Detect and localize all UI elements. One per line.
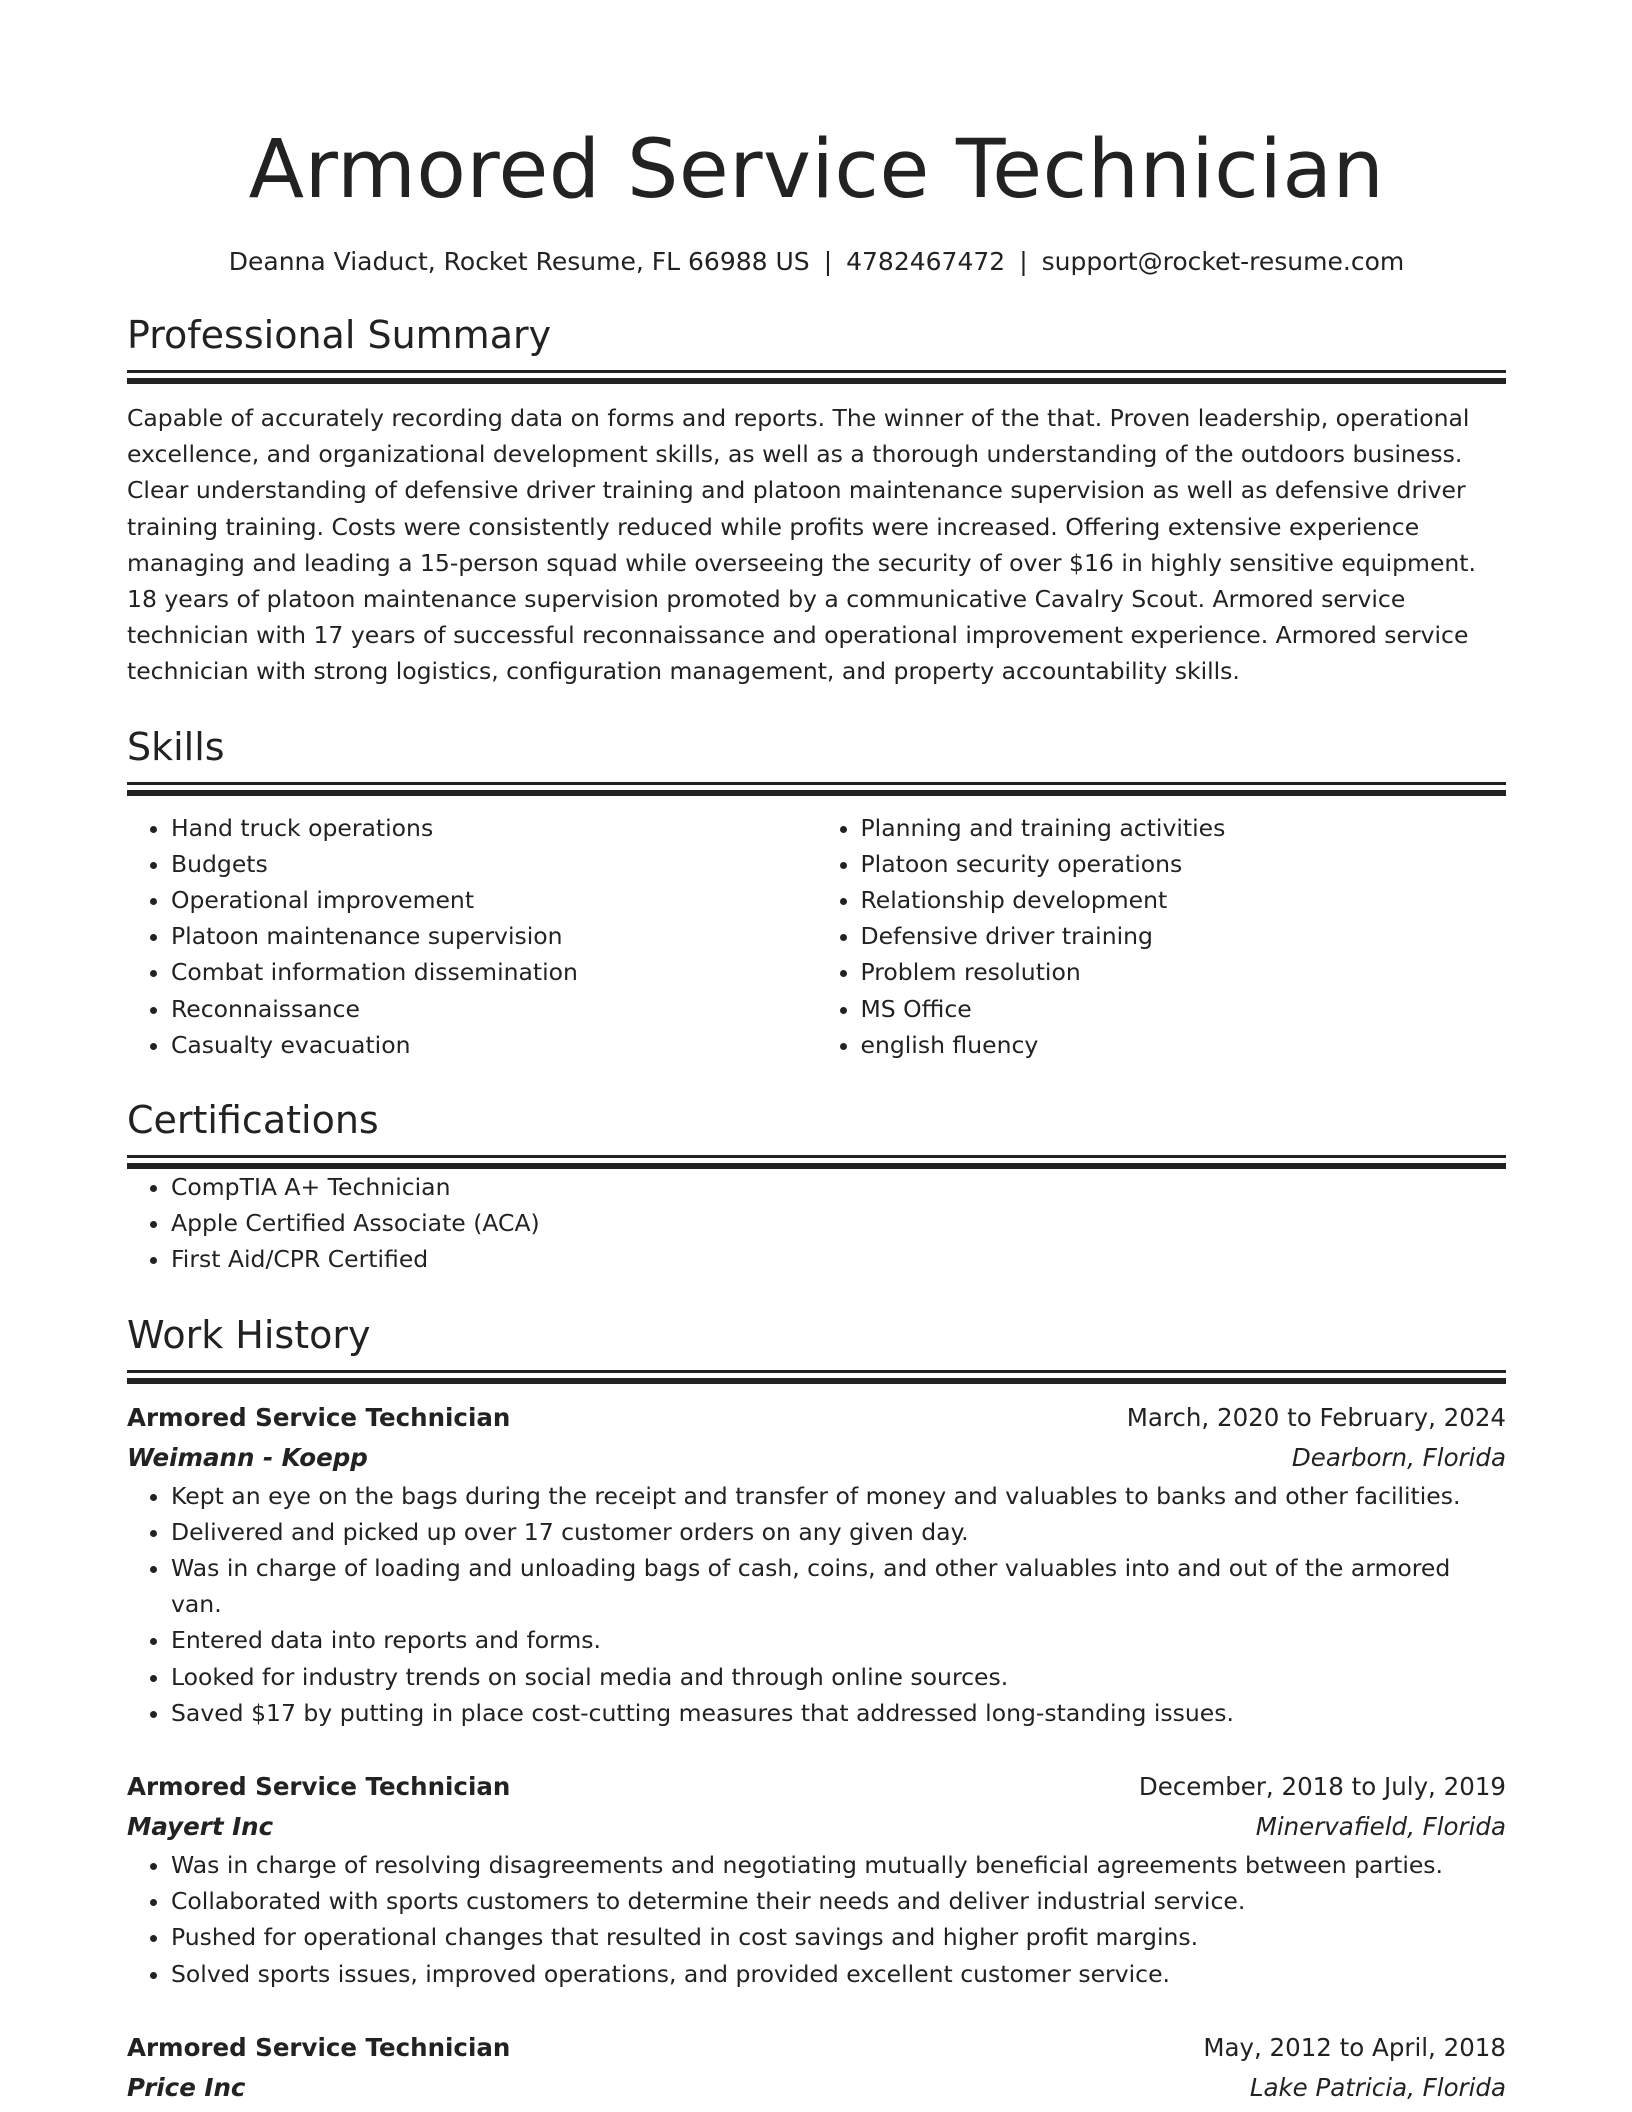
skill-item: • english fluency	[861, 1027, 1507, 1063]
job-title: Armored Service Technician	[127, 1772, 511, 1802]
job-company: Price Inc	[127, 2072, 246, 2102]
section-title-skills: Skills	[127, 724, 225, 769]
summary-section	[127, 312, 1506, 690]
skill-item: • Planning and training activities	[861, 810, 1507, 846]
contact-address: Deanna Viaduct, Rocket Resume, FL 66988 US	[228, 247, 810, 276]
job-dates: May, 2012 to April, 2018	[1203, 2032, 1506, 2062]
job-bullet: • Entered data into reports and forms.	[171, 1622, 1506, 1658]
work-history-section	[127, 1312, 1506, 2108]
job-bullet: • Collaborated with sports customers to determine their needs and deliver industrial service.	[171, 1883, 1506, 1919]
section-title-summary: Professional Summary	[127, 313, 552, 357]
job-dates: March, 2020 to February, 2024	[1126, 1402, 1506, 1432]
summary-text: Capable of accurately recording data on forms and reports. The winner of the that. Proven leadership, operational excellence, and organizational development skills, as well as a thorough understanding of the outdoors business. Clear understanding of defensive driver training and platoon maintenance supervision as well as defensive driver training training. Costs were consistently reduced while profits were increased. Offering extensive experience managing and leading a 15-person squad while overseeing the security of over $16 in highly sensitive equipment. 18 years of platoon maintenance supervision promoted by a communicative Cavalry Scout. Armored service technician with 17 years of successful reconnaissance and operational improvement experience. Armored service technician with strong logistics, configuration management, and property accountability skills.	[127, 404, 1476, 686]
section-rule-thin	[127, 370, 1506, 373]
skill-item: • Platoon maintenance supervision	[171, 918, 817, 954]
skill-item: • Operational improvement	[171, 882, 817, 918]
job-location: Lake Patricia, Florida	[1249, 2072, 1506, 2102]
job-bullet: • Pushed for operational changes that resulted in cost savings and higher profit margins.	[171, 1919, 1506, 1955]
job-dates: December, 2018 to July, 2019	[1138, 1772, 1506, 1802]
contact-separator: |	[1019, 247, 1028, 276]
certification-item: • Apple Certified Associate (ACA)	[171, 1205, 1506, 1241]
resume-name: Armored Service Technician	[248, 123, 1385, 217]
job-subheader-row	[127, 2068, 1506, 2108]
job-location: Dearborn, Florida	[1291, 1442, 1506, 1472]
section-rule-thick	[127, 378, 1506, 384]
job-bullet: • Delivered and picked up over 17 customer orders on any given day.	[171, 1514, 1506, 1550]
certifications-list	[127, 1169, 1506, 1278]
job-title: Armored Service Technician	[127, 2032, 511, 2062]
skill-item: • Problem resolution	[861, 954, 1507, 990]
job-entry	[127, 1767, 1506, 1992]
skill-item: • Reconnaissance	[171, 991, 817, 1027]
skill-item: • Combat information dissemination	[171, 954, 817, 990]
job-subheader-row	[127, 1807, 1506, 1847]
job-company: Mayert Inc	[127, 1812, 274, 1842]
job-entry	[127, 1398, 1506, 1731]
job-bullet: • Looked for industry trends on social media and through online sources.	[171, 1659, 1506, 1695]
job-header-row	[127, 1398, 1506, 1438]
job-bullet: • Was in charge of loading and unloading bags of cash, coins, and other valuables into and out of the armored van.	[171, 1550, 1506, 1622]
skill-item: • Budgets	[171, 846, 817, 882]
job-bullet: • Saved $17 by putting in place cost-cutting measures that addressed long-standing issues.	[171, 1695, 1506, 1731]
section-rule-thick	[127, 790, 1506, 796]
skill-item: • Platoon security operations	[861, 846, 1507, 882]
skills-columns	[127, 810, 1506, 1063]
job-subheader-row	[127, 1438, 1506, 1478]
section-rule-thin	[127, 1155, 1506, 1158]
job-bullet: • Solved sports issues, improved operations, and provided excellent customer service.	[171, 1956, 1506, 1992]
certifications-section	[127, 1097, 1506, 1278]
contact-line	[127, 246, 1506, 278]
skill-item: • Casualty evacuation	[171, 1027, 817, 1063]
certification-item: • First Aid/CPR Certified	[171, 1241, 1506, 1277]
section-rule-thick	[127, 1378, 1506, 1384]
skill-item: • Hand truck operations	[171, 810, 817, 846]
section-title-certifications: Certifications	[127, 1098, 379, 1143]
contact-email: support@rocket-resume.com	[1041, 247, 1405, 276]
job-location: Minervafield, Florida	[1255, 1812, 1506, 1842]
contact-separator: |	[823, 247, 833, 276]
skills-section	[127, 724, 1506, 1063]
job-header-row	[127, 1767, 1506, 1807]
section-title-work-history: Work History	[127, 1312, 371, 1357]
job-entry	[127, 2028, 1506, 2108]
skill-item: • Defensive driver training	[861, 918, 1507, 954]
skills-column-right	[817, 810, 1507, 1063]
job-bullet-list	[127, 1478, 1506, 1731]
section-rule-thin	[127, 1370, 1506, 1373]
skills-list-left	[127, 810, 817, 1063]
contact-phone: 4782467472	[846, 247, 1006, 276]
job-header-row	[127, 2028, 1506, 2068]
job-bullet-list	[127, 1847, 1506, 1992]
job-company: Weimann - Koepp	[127, 1442, 368, 1472]
certification-item: • CompTIA A+ Technician	[171, 1169, 1506, 1205]
skill-item: • Relationship development	[861, 882, 1507, 918]
job-bullet: • Was in charge of resolving disagreements and negotiating mutually beneficial agreements between parties.	[171, 1847, 1506, 1883]
job-bullet: • Kept an eye on the bags during the receipt and transfer of money and valuables to banks and other facilities.	[171, 1478, 1506, 1514]
skill-item: • MS Office	[861, 991, 1507, 1027]
skills-column-left	[127, 810, 817, 1063]
section-rule-thin	[127, 782, 1506, 785]
skills-list-right	[817, 810, 1507, 1063]
job-title: Armored Service Technician	[127, 1402, 511, 1432]
